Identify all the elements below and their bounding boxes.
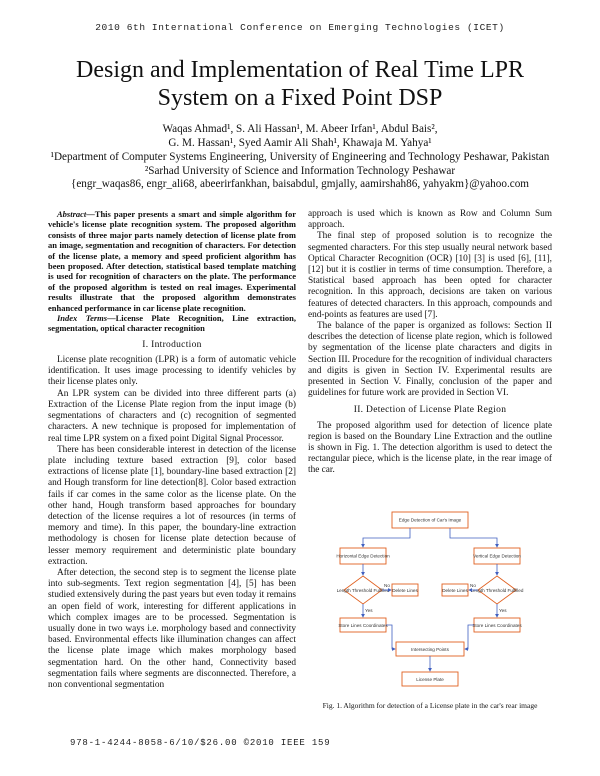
node-intersecting-label: Intersecting Points xyxy=(411,647,449,652)
index-terms-label: Index Terms xyxy=(57,313,108,324)
node-store-left-label: Store Lines Coordinates xyxy=(338,623,388,628)
section-1-heading: I. Introduction xyxy=(142,339,202,350)
intro-paragraph-3: There has been considerable interest in detection of the license plate including texture based extraction [9], color based extractions of license plate [1], boundary-line based extraction [2] and Hough transform for line detection[8]. Color based extraction fails if car comes in the same color as the license plate. On the other hand, Hough transform based approaches for boundary detection of the license requires a lot of resources (in terms of memory and time). In this paper, the boundary-line extraction methodology is chosen for license plate detection because of lesser memory requirement and deterministic plate boundary extraction. xyxy=(48,444,296,567)
fig1-flowchart xyxy=(330,508,530,696)
affiliation-1: ¹Department of Computer Systems Engineering, University of Engineering and Technology Peshawar, Pakistan xyxy=(50,151,550,163)
node-store-right-label: Store Lines Coordinates xyxy=(472,623,522,628)
col2-paragraph-1: The final step of proposed solution is to recognize the segmented characters. For this step usually neural network based Optical Character Recognition (OCR) [10] [3] is used [6], [11], [12] but it is costlier in terms of time consumption. Therefore, a Statistical based approach has been opted for character recognition. In this approach, decisions are taken on various features of detected characters. In this approach, compounds and end-points as features are used [7]. xyxy=(308,231,552,320)
conference-header: 2010 6th International Conference on Emerging Technologies (ICET) xyxy=(95,22,505,33)
right-column xyxy=(308,209,552,477)
node-horizontal-label: Horizontal Edge Detection xyxy=(336,553,390,559)
col2-paragraph-2: The balance of the paper is organized as follows: Section II describes the detection of license plate region, which is followed by segmentation of the license plate characters and digits in Section III. Procedure for the recognition of individual characters and digits is given in Section IV. Experimental results are presented in Section V. Finally, conclusion of the paper and guidelines for future work are provided in Section VI. xyxy=(308,321,552,399)
label-yes-right: Yes xyxy=(499,608,507,613)
abstract-label: Abstract xyxy=(57,209,87,219)
authors-line-1: Waqas Ahmad¹, S. Ali Hassan¹, M. Abeer Irfan¹, Abdul Bais², xyxy=(162,123,438,135)
abstract xyxy=(48,209,296,334)
node-license-plate-label: License Plate xyxy=(416,677,444,682)
abstract-text: —This paper presents a smart and simple algorithm for vehicle's license plate recognition system. The proposed algorithm consists of three major parts namely detection of license plate from an image, segmentation and recognition of characters. For detection of the license plate, a memory and speed proficient algorithm has been proposed. After detection, statistical based template matching is used for recognition of characters on the plate. The performance of the proposed algorithm is tested on real images. Experimental results illustrate that the proposed algorithm demonstrates enhanced performance in car license plate recognition. xyxy=(48,209,296,313)
intro-paragraph-2: An LPR system can be divided into three different parts (a) Extraction of the License Plate region from the input image (b) segmentations of characters and (c) recognition of segmented characters. A new technique is proposed for implementation of real time LPR system on a fixed point Digital Signal Processor. xyxy=(48,388,296,444)
node-delete-right-label: Delete Lines xyxy=(442,588,468,593)
title-line-1: Design and Implementation of Real Time LPR xyxy=(76,57,524,83)
index-terms-text: —License Plate Recognition, Line extraction, segmentation, optical character recognition xyxy=(48,313,296,334)
intro-paragraph-4: After detection, the second step is to segment the license plate into sub-segments. Text region segmentation [4], [5] has been studied extensively during the past years but even today it remains an open field of work, interesting for different applications in which complex images are to be processed. Segmentation is usually done in two ways i.e. morphology based and connectivity based. Environmental effects like illumination changes can affect the license plate image which makes morphology based segmentation hard. On the other hand, Connectivity based segmentation fails where segments are disconnected. Therefore, a non conventional segmentation xyxy=(48,567,296,690)
figure-caption: Fig. 1. Algorithm for detection of a License plate in the car's rear image xyxy=(322,701,538,710)
node-vertical-label: Vertical Edge Detection xyxy=(473,553,521,559)
authors-line-2: G. M. Hassan¹, Syed Aamir Ali Shah¹, Khawaja M. Yahya¹ xyxy=(168,137,432,149)
title-line-2: System on a Fixed Point DSP xyxy=(157,85,443,111)
intro-paragraph-1: License plate recognition (LPR) is a form of automatic vehicle identification. It uses image processing to identify vehicles by their license plates only. xyxy=(48,355,296,388)
affiliation-2: ²Sarhad University of Science and Information Technology Peshawar xyxy=(144,165,456,177)
label-no-left: No xyxy=(384,583,390,588)
node-delete-left-label: Delete Lines xyxy=(392,588,418,593)
paper-title xyxy=(30,56,570,112)
col2-paragraph-0: approach is used which is known as Row and Column Sum approach. xyxy=(308,209,552,231)
section-2-heading: II. Detection of License Plate Region xyxy=(353,405,507,416)
section-2-paragraph: The proposed algorithm used for detection of licence plate region is based on the Boundary Line Extraction and the outline is shown in Fig. 1. The detection algorithm is used to detect the rectangular piece, which is the license plate, in the rear image of the car. xyxy=(308,420,552,476)
author-emails: {engr_waqas86, engr_ali68, abeerirfankhan, baisabdul, gmjally, aamirshah86, yahyakm}@yahoo.com xyxy=(70,178,530,190)
decision-left-label: Length Threshold Fulfilled xyxy=(336,588,390,593)
label-no-right: No xyxy=(470,583,476,588)
decision-right-label: Length Threshold Fulfilled xyxy=(470,588,524,593)
left-column xyxy=(48,209,296,691)
node-edge-detection-label: Edge Detection of Car's Image xyxy=(398,517,462,523)
label-yes-left: Yes xyxy=(365,608,373,613)
page-footer: 978-1-4244-8058-6/10/$26.00 ©2010 IEEE 159 xyxy=(70,738,331,748)
